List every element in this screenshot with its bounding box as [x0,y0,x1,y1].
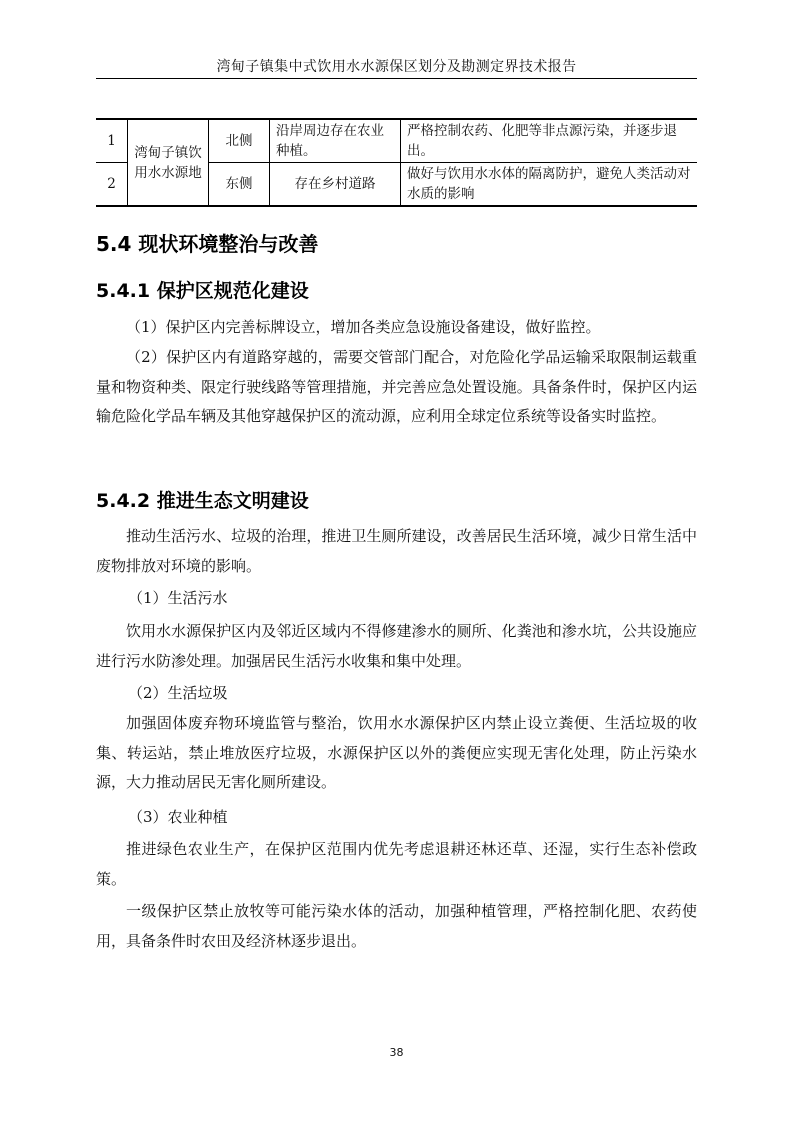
subheading: （2）生活垃圾 [128,684,228,702]
paragraph: 饮用水水源保护区内及邻近区域内不得修建渗水的厕所、化粪池和渗水坑，公共设施应进行污水防渗处理。加强居民生活污水收集和集中处理。 [96,622,697,670]
paragraph: 推动生活污水、垃圾的治理，推进卫生厕所建设，改善居民生活环境，减少日常生活中废物排放对环境的影响。 [96,527,697,575]
remediation-measure: 做好与饮用水水体的隔离防护，避免人类活动对水质的影响 [401,163,698,207]
row-number: 1 [96,119,128,163]
paragraph: （1）保护区内完善标牌设立，增加各类应急设施设备建设，做好监控。 [126,318,601,336]
page-number: 38 [389,1046,404,1059]
section-heading-5-4-2: 5.4.2 推进生态文明建设 [96,490,309,512]
paragraph: 加强固体废弃物环境监管与整治，饮用水水源保护区内禁止设立粪便、生活垃圾的收集、转运站，禁止堆放医疗垃圾，水源保护区以外的粪便应实现无害化处理，防止污染水源，大力推动居民无害化厕所建设。 [96,714,697,791]
section-heading-5-4-1: 5.4.1 保护区规范化建设 [96,280,309,302]
location-side: 北侧 [209,119,270,163]
location-side: 东侧 [209,163,270,207]
water-source-name: 湾甸子镇饮用水水源地 [128,119,209,206]
header-divider [96,78,697,79]
paragraph: 推进绿色农业生产，在保护区范围内优先考虑退耕还林还草、还湿，实行生态补偿政策。 [96,840,697,888]
current-status: 存在乡村道路 [270,163,401,207]
remediation-table [96,118,697,207]
current-status: 沿岸周边存在农业种植。 [270,119,401,163]
subheading: （1）生活污水 [128,589,228,607]
paragraph: 一级保护区禁止放牧等可能污染水体的活动，加强种植管理，严格控制化肥、农药使用，具备条件时农田及经济林逐步退出。 [96,902,697,950]
page-header: 湾甸子镇集中式饮用水水源保区划分及勘测定界技术报告 [216,59,577,75]
remediation-measure: 严格控制农药、化肥等非点源污染，并逐步退出。 [401,119,698,163]
subheading: （3）农业种植 [128,808,228,826]
paragraph: （2）保护区内有道路穿越的，需要交管部门配合，对危险化学品运输采取限制运载重量和物资种类、限定行驶线路等管理措施，并完善应急处置设施。具备条件时，保护区内运输危险化学品车辆及其他穿越保护区的流动源，应利用全球定位系统等设备实时监控。 [96,348,697,425]
row-number: 2 [96,163,128,207]
table-row [96,119,697,163]
section-heading-5-4: 5.4 现状环境整治与改善 [96,232,319,256]
